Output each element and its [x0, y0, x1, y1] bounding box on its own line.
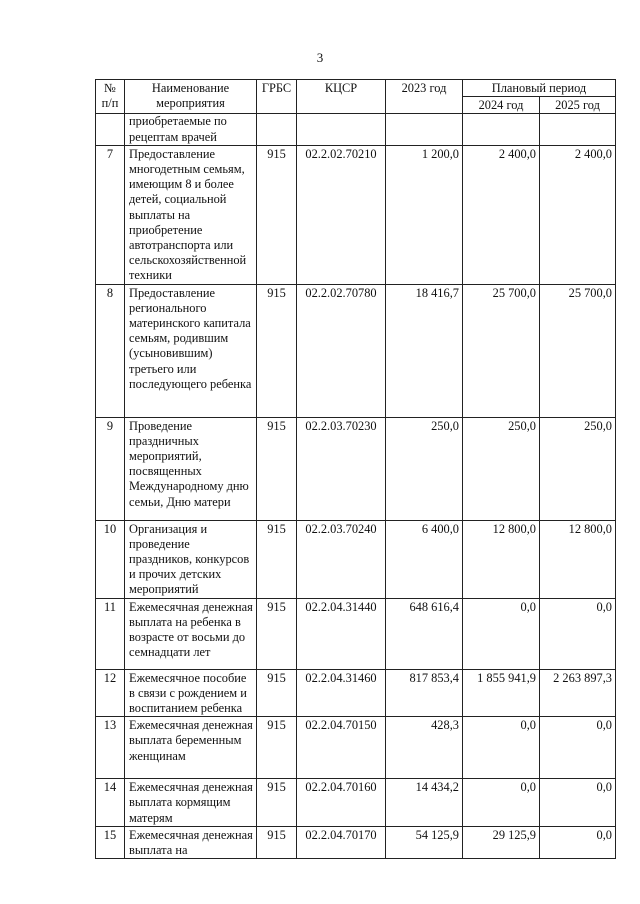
cell-kcsr: 02.2.04.31460	[297, 669, 386, 717]
cell-2023: 54 125,9	[386, 826, 463, 858]
cell-name: Ежемесячная денежная выплата беременным женщинам	[125, 717, 257, 779]
header-name: Наименование мероприятия	[125, 80, 257, 114]
table-row	[96, 520, 616, 598]
header-grbs: ГРБС	[257, 80, 297, 114]
cell-2025: 2 263 897,3	[540, 669, 616, 717]
cell-2025: 0,0	[540, 598, 616, 669]
cell-2025: 2 400,0	[540, 145, 616, 284]
cell-grbs: 915	[257, 520, 297, 598]
cell-2025	[540, 114, 616, 145]
cell-2023: 648 616,4	[386, 598, 463, 669]
cell-num: 8	[96, 284, 125, 417]
cell-name: Ежемесячная денежная выплата на ребенка в возрасте от восьми до семнадцати лет	[125, 598, 257, 669]
header-2024: 2024 год	[463, 97, 540, 114]
cell-num: 9	[96, 417, 125, 520]
cell-2025: 250,0	[540, 417, 616, 520]
cell-2024: 1 855 941,9	[463, 669, 540, 717]
cell-grbs: 915	[257, 284, 297, 417]
header-num: № п/п	[96, 80, 125, 114]
cell-grbs: 915	[257, 145, 297, 284]
cell-num	[96, 114, 125, 145]
cell-num: 14	[96, 779, 125, 827]
table-row	[96, 145, 616, 284]
cell-name: Ежемесячное пособие в связи с рождением и воспитанием ребенка	[125, 669, 257, 717]
cell-grbs: 915	[257, 598, 297, 669]
header-2023: 2023 год	[386, 80, 463, 114]
cell-2023: 6 400,0	[386, 520, 463, 598]
cell-kcsr: 02.2.02.70780	[297, 284, 386, 417]
cell-name: Проведение праздничных мероприятий, посвященных Международному дню семьи, Дню матери	[125, 417, 257, 520]
cell-kcsr: 02.2.04.70170	[297, 826, 386, 858]
cell-2025: 0,0	[540, 779, 616, 827]
cell-name: Ежемесячная денежная выплата кормящим матерям	[125, 779, 257, 827]
cell-kcsr: 02.2.04.70150	[297, 717, 386, 779]
table-row	[96, 779, 616, 827]
cell-2023: 1 200,0	[386, 145, 463, 284]
cell-2024: 250,0	[463, 417, 540, 520]
cell-2023: 817 853,4	[386, 669, 463, 717]
cell-2023: 428,3	[386, 717, 463, 779]
cell-num: 10	[96, 520, 125, 598]
table-row	[96, 717, 616, 779]
cell-name: Предоставление регионального материнского капитала семьям, родившим (усыновившим) третьего или последующего ребенка	[125, 284, 257, 417]
cell-2025: 0,0	[540, 826, 616, 858]
cell-kcsr: 02.2.02.70210	[297, 145, 386, 284]
budget-table	[95, 79, 616, 859]
header-2025: 2025 год	[540, 97, 616, 114]
cell-2024: 0,0	[463, 598, 540, 669]
cell-2023: 14 434,2	[386, 779, 463, 827]
cell-2025: 12 800,0	[540, 520, 616, 598]
cell-grbs: 915	[257, 669, 297, 717]
header-kcsr: КЦСР	[297, 80, 386, 114]
cell-grbs: 915	[257, 417, 297, 520]
cell-2024: 25 700,0	[463, 284, 540, 417]
cell-2023: 18 416,7	[386, 284, 463, 417]
cell-num: 7	[96, 145, 125, 284]
cell-num: 15	[96, 826, 125, 858]
cell-grbs	[257, 114, 297, 145]
cell-name: Организация и проведение праздников, конкурсов и прочих детских мероприятий	[125, 520, 257, 598]
cell-name: Ежемесячная денежная выплата на	[125, 826, 257, 858]
cell-kcsr: 02.2.04.31440	[297, 598, 386, 669]
table-row	[96, 598, 616, 669]
cell-kcsr: 02.2.03.70230	[297, 417, 386, 520]
cell-name: приобретаемые по рецептам врачей	[125, 114, 257, 145]
header-planned-period: Плановый период	[463, 80, 616, 97]
cell-name: Предоставление многодетным семьям, имеющим 8 и более детей, социальной выплаты на приобретение автотранспорта или сельскохозяйственной техники	[125, 145, 257, 284]
cell-2025: 25 700,0	[540, 284, 616, 417]
cell-2024: 2 400,0	[463, 145, 540, 284]
cell-grbs: 915	[257, 779, 297, 827]
cell-2025: 0,0	[540, 717, 616, 779]
cell-kcsr	[297, 114, 386, 145]
continuation-row	[96, 114, 616, 145]
page-number: 3	[316, 50, 324, 65]
cell-2024: 29 125,9	[463, 826, 540, 858]
table-row	[96, 284, 616, 417]
cell-2023	[386, 114, 463, 145]
cell-kcsr: 02.2.04.70160	[297, 779, 386, 827]
cell-num: 11	[96, 598, 125, 669]
cell-num: 13	[96, 717, 125, 779]
cell-grbs: 915	[257, 826, 297, 858]
table-row	[96, 669, 616, 717]
cell-kcsr: 02.2.03.70240	[297, 520, 386, 598]
table-row	[96, 826, 616, 858]
cell-2024	[463, 114, 540, 145]
cell-2023: 250,0	[386, 417, 463, 520]
cell-2024: 0,0	[463, 717, 540, 779]
cell-2024: 0,0	[463, 779, 540, 827]
table-row	[96, 417, 616, 520]
cell-grbs: 915	[257, 717, 297, 779]
cell-2024: 12 800,0	[463, 520, 540, 598]
cell-num: 12	[96, 669, 125, 717]
